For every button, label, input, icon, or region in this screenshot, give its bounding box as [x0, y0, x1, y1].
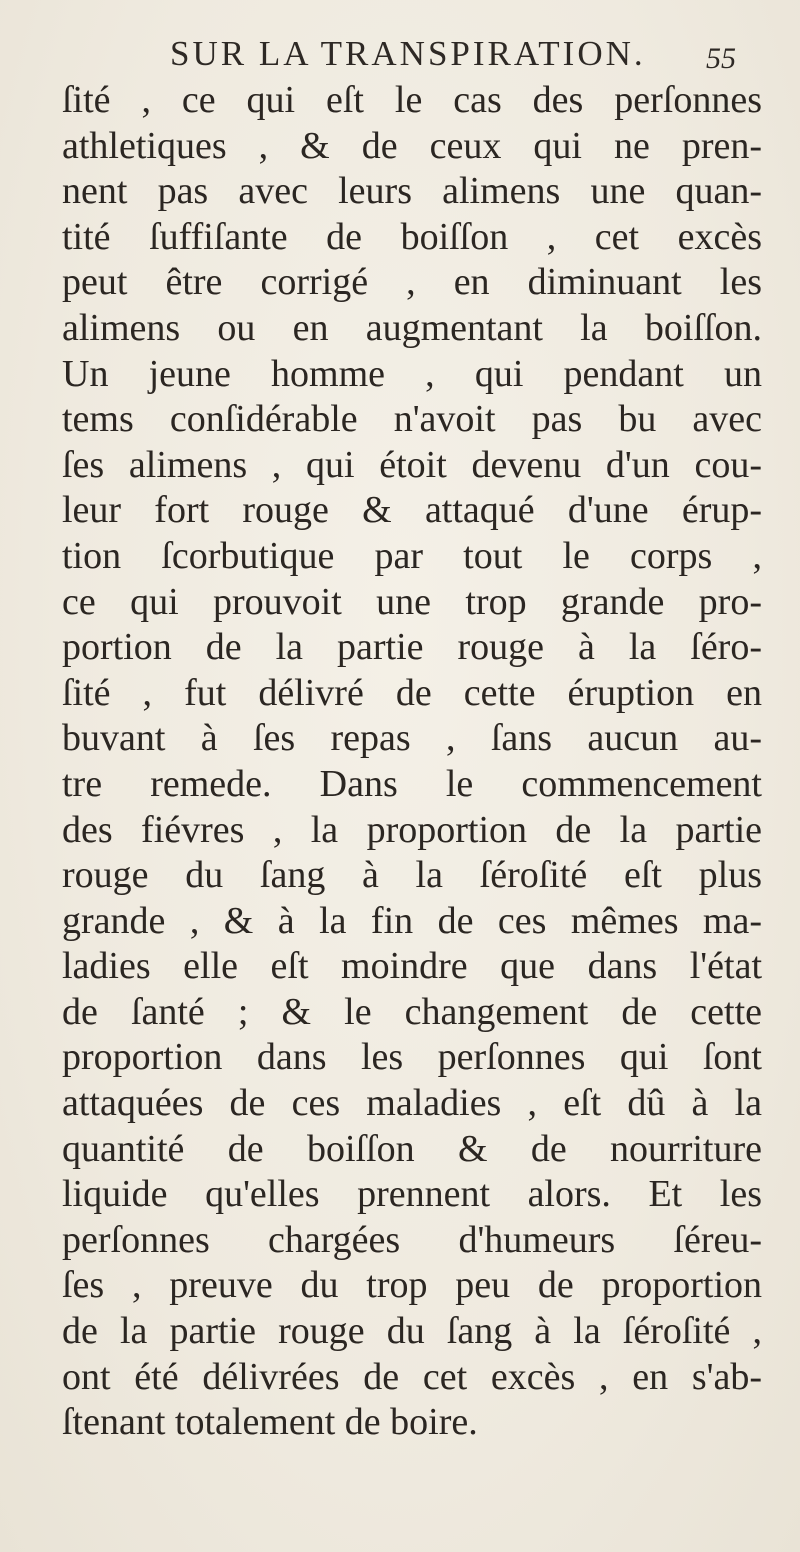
- text-line: nent pas avec leurs alimens une quan-: [62, 170, 762, 213]
- body-text: [62, 78, 762, 1446]
- text-line: rouge du ſang à la ſéroſité eſt plus: [62, 854, 762, 897]
- text-line: portion de la partie rouge à la ſéro-: [62, 626, 762, 669]
- text-line: Un jeune homme , qui pendant un: [62, 352, 762, 395]
- text-line: tems conſidérable n'avoit pas bu avec: [62, 398, 762, 441]
- text-line: grande , & à la fin de ces mêmes ma-: [62, 899, 762, 942]
- text-line: liquide qu'elles prennent alors. Et les: [62, 1173, 762, 1216]
- text-line: buvant à ſes repas , ſans aucun au-: [62, 717, 762, 760]
- text-line: proportion dans les perſonnes qui ſont: [62, 1036, 762, 1079]
- text-line: de la partie rouge du ſang à la ſéroſité ,: [62, 1310, 762, 1353]
- text-line: de ſanté ; & le changement de cette: [62, 990, 762, 1033]
- text-line: tion ſcorbutique par tout le corps ,: [62, 534, 762, 577]
- text-line: des fiévres , la proportion de la partie: [62, 808, 762, 851]
- page-number: 55: [706, 42, 736, 75]
- text-line: quantité de boiſſon & de nourriture: [62, 1127, 762, 1170]
- text-line: ſité , ce qui eſt le cas des perſonnes: [62, 79, 762, 121]
- text-line: tité ſuffiſante de boiſſon , cet excès: [62, 215, 762, 258]
- text-line: peut être corrigé , en diminuant les: [62, 261, 762, 304]
- text-line: alimens ou en augmentant la boiſſon.: [62, 306, 762, 349]
- text-line: athletiques , & de ceux qui ne pren-: [62, 124, 762, 167]
- text-line: attaquées de ces maladies , eſt dû à la: [62, 1082, 762, 1125]
- text-line: ſité , fut délivré de cette éruption en: [62, 671, 762, 714]
- text-line: ladies elle eſt moindre que dans l'état: [62, 945, 762, 988]
- text-line: ce qui prouvoit une trop grande pro-: [62, 580, 762, 623]
- text-line: leur fort rouge & attaqué d'une érup-: [62, 489, 762, 532]
- text-line: tre remede. Dans le commencement: [62, 762, 762, 805]
- text-line: ont été délivrées de cet excès , en s'ab-: [62, 1355, 762, 1398]
- text-line: ſes alimens , qui étoit devenu d'un cou-: [62, 443, 762, 486]
- running-head: SUR LA TRANSPIRATION.: [170, 34, 646, 73]
- text-line: ſes , preuve du trop peu de proportion: [62, 1264, 762, 1307]
- text-line: perſonnes chargées d'humeurs ſéreu-: [62, 1218, 762, 1261]
- text-line: ſtenant totalement de boire.: [62, 1401, 478, 1444]
